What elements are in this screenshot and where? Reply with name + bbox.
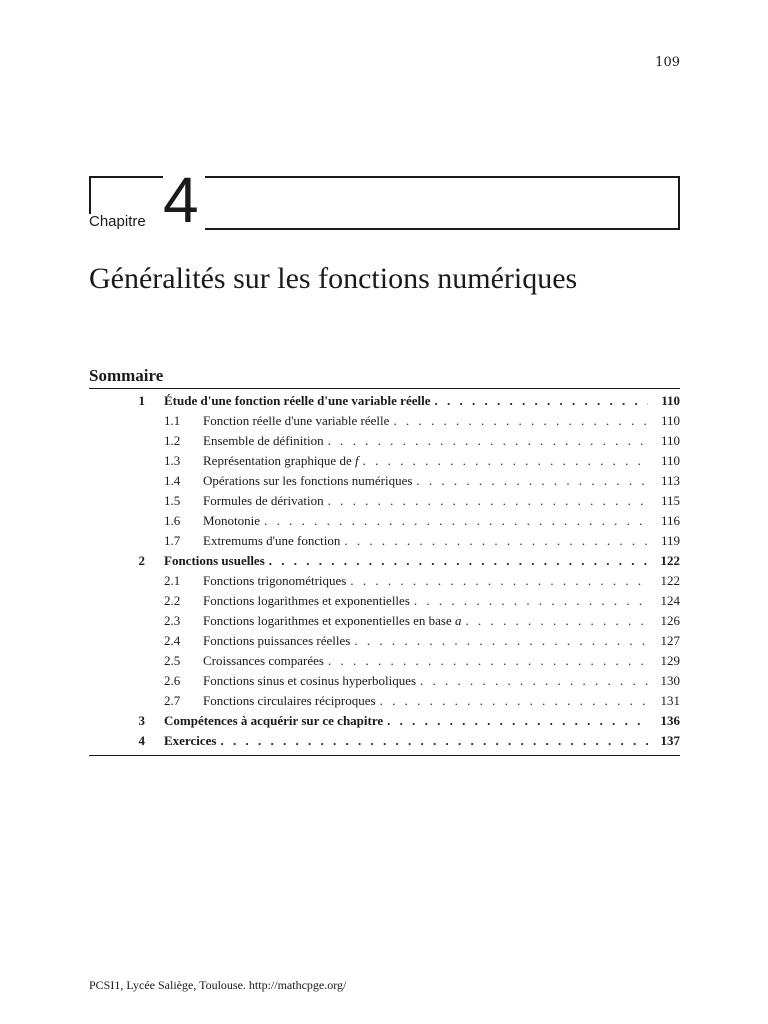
toc-entry-number: 1.5: [164, 493, 181, 508]
toc-entry-page: 110: [660, 413, 680, 428]
toc-entry[interactable]: [89, 591, 680, 611]
toc-heading: Sommaire: [89, 366, 680, 389]
toc-entry-number: 1: [138, 393, 145, 408]
toc-entry-title: Compétences à acquérir sur ce chapitre: [164, 713, 384, 728]
toc-entry[interactable]: [89, 491, 680, 511]
toc-entry-page: 113: [660, 473, 680, 488]
toc-leader-dots: [380, 691, 648, 711]
toc-entry-title-wrap: [164, 731, 652, 751]
toc-entry-title: Fonctions puissances réelles: [203, 633, 351, 648]
toc-entry-page: 116: [660, 513, 680, 528]
toc-entry-page: 110: [660, 433, 680, 448]
toc-entry-page: 129: [660, 653, 680, 668]
toc-entry-number: 3: [138, 713, 145, 728]
toc-leader-dots: [328, 431, 648, 451]
toc-leader-dots: [414, 591, 648, 611]
toc-entry[interactable]: [89, 731, 680, 751]
toc-leader-dots: [220, 731, 648, 751]
toc-entry-title-wrap: [203, 451, 652, 471]
toc-entry-title: Fonction réelle d'une variable réelle: [203, 413, 390, 428]
toc-entry-page: 110: [661, 393, 680, 408]
toc-entry-number: 1.6: [164, 513, 181, 528]
toc-entry[interactable]: [89, 411, 680, 431]
toc-entry[interactable]: [89, 571, 680, 591]
page-number: 109: [655, 55, 680, 70]
toc-entry-title: Fonctions usuelles: [164, 553, 265, 568]
toc-entry-title-wrap: [164, 551, 652, 571]
toc-list: [89, 391, 680, 756]
toc-entry-page: 110: [660, 453, 680, 468]
toc-leader-dots: [466, 611, 649, 631]
toc-entry-number: 2.6: [164, 673, 181, 688]
toc-leader-dots: [354, 631, 648, 651]
toc-entry[interactable]: [89, 631, 680, 651]
toc-leader-dots: [363, 451, 648, 471]
toc-entry-number: 2.5: [164, 653, 181, 668]
table-of-contents: [89, 366, 680, 756]
chapter-label: Chapitre: [89, 213, 146, 230]
toc-entry-page: 122: [660, 553, 680, 568]
toc-entry-title-wrap: [203, 651, 652, 671]
toc-entry-number: 2.1: [164, 573, 181, 588]
toc-entry-number: 2: [138, 553, 145, 568]
page-footer: PCSI1, Lycée Saliège, Toulouse. http://mathcpge.org/: [89, 978, 347, 992]
toc-entry-title-wrap: [203, 531, 652, 551]
toc-entry-title-wrap: [164, 711, 652, 731]
toc-entry-title: Fonctions sinus et cosinus hyperboliques: [203, 673, 417, 688]
toc-entry-page: 126: [660, 613, 680, 628]
toc-entry-title-wrap: [203, 671, 652, 691]
toc-entry-title-wrap: [203, 511, 652, 531]
toc-entry-page: 115: [660, 493, 680, 508]
toc-entry-math: f: [354, 453, 359, 468]
chapter-frame-right: [205, 176, 680, 230]
chapter-header: [89, 164, 680, 236]
toc-leader-dots: [328, 651, 648, 671]
chapter-title: Généralités sur les fonctions numériques: [89, 262, 578, 295]
toc-entry-title: Fonctions circulaires réciproques: [203, 693, 376, 708]
toc-entry-number: 1.1: [164, 413, 181, 428]
toc-entry-title-wrap: [203, 591, 652, 611]
toc-entry-number: 1.2: [164, 433, 181, 448]
toc-entry-title-wrap: [203, 491, 652, 511]
toc-entry-number: 4: [138, 733, 145, 748]
toc-entry-page: 130: [660, 673, 680, 688]
toc-entry[interactable]: [89, 611, 680, 631]
toc-entry-title: Monotonie: [203, 513, 261, 528]
toc-entry-title-wrap: [203, 631, 652, 651]
toc-entry-page: 137: [660, 733, 680, 748]
toc-entry-title: Formules de dérivation: [203, 493, 324, 508]
toc-entry-number: 1.4: [164, 473, 181, 488]
toc-entry-number: 2.4: [164, 633, 181, 648]
toc-entry-title: Étude d'une fonction réelle d'une variable réelle: [164, 393, 431, 408]
toc-entry[interactable]: [89, 431, 680, 451]
chapter-frame-left: [89, 176, 163, 214]
toc-entry[interactable]: [89, 451, 680, 471]
toc-entry-title-wrap: [203, 411, 652, 431]
toc-entry-number: 2.7: [164, 693, 181, 708]
toc-entry-page: 122: [660, 573, 680, 588]
toc-entry-title: Croissances comparées: [203, 653, 324, 668]
toc-entry[interactable]: [89, 551, 680, 571]
toc-entry-title: Fonctions logarithmes et exponentielles: [203, 593, 410, 608]
toc-entry-number: 1.7: [164, 533, 181, 548]
toc-leader-dots: [344, 531, 648, 551]
toc-entry[interactable]: [89, 531, 680, 551]
toc-entry-title: Opérations sur les fonctions numériques: [203, 473, 413, 488]
toc-entry[interactable]: [89, 691, 680, 711]
toc-leader-dots: [434, 391, 648, 411]
toc-entry[interactable]: [89, 391, 680, 411]
toc-entry-title-wrap: [203, 611, 652, 631]
toc-entry-page: 127: [660, 633, 680, 648]
toc-entry-page: 124: [660, 593, 680, 608]
chapter-number: 4: [163, 164, 199, 236]
toc-leader-dots: [387, 711, 648, 731]
toc-entry-title-wrap: [203, 571, 652, 591]
toc-entry-title-wrap: [164, 391, 652, 411]
toc-entry-page: 136: [660, 713, 680, 728]
toc-entry-title: Fonctions trigonométriques: [203, 573, 347, 588]
toc-entry-title: Exercices: [164, 733, 217, 748]
toc-entry-page: 119: [660, 533, 680, 548]
toc-leader-dots: [269, 551, 648, 571]
toc-leader-dots: [350, 571, 648, 591]
toc-entry[interactable]: [89, 651, 680, 671]
toc-entry-title: Représentation graphique de: [203, 453, 352, 468]
toc-entry-title: Extremums d'une fonction: [203, 533, 341, 548]
toc-entry-number: 2.3: [164, 613, 181, 628]
toc-leader-dots: [393, 411, 648, 431]
toc-leader-dots: [416, 471, 648, 491]
toc-entry[interactable]: [89, 671, 680, 691]
toc-entry[interactable]: [89, 471, 680, 491]
toc-entry-title-wrap: [203, 471, 652, 491]
toc-entry-title: Fonctions logarithmes et exponentielles en base: [203, 613, 452, 628]
toc-entry-page: 131: [660, 693, 680, 708]
toc-entry[interactable]: [89, 711, 680, 731]
toc-entry-title-wrap: [203, 431, 652, 451]
toc-leader-dots: [328, 491, 648, 511]
toc-entry-number: 1.3: [164, 453, 181, 468]
toc-entry[interactable]: [89, 511, 680, 531]
toc-entry-math: a: [455, 613, 462, 628]
toc-entry-title-wrap: [203, 691, 652, 711]
toc-leader-dots: [264, 511, 648, 531]
toc-entry-number: 2.2: [164, 593, 181, 608]
toc-entry-title: Ensemble de définition: [203, 433, 324, 448]
toc-leader-dots: [420, 671, 648, 691]
